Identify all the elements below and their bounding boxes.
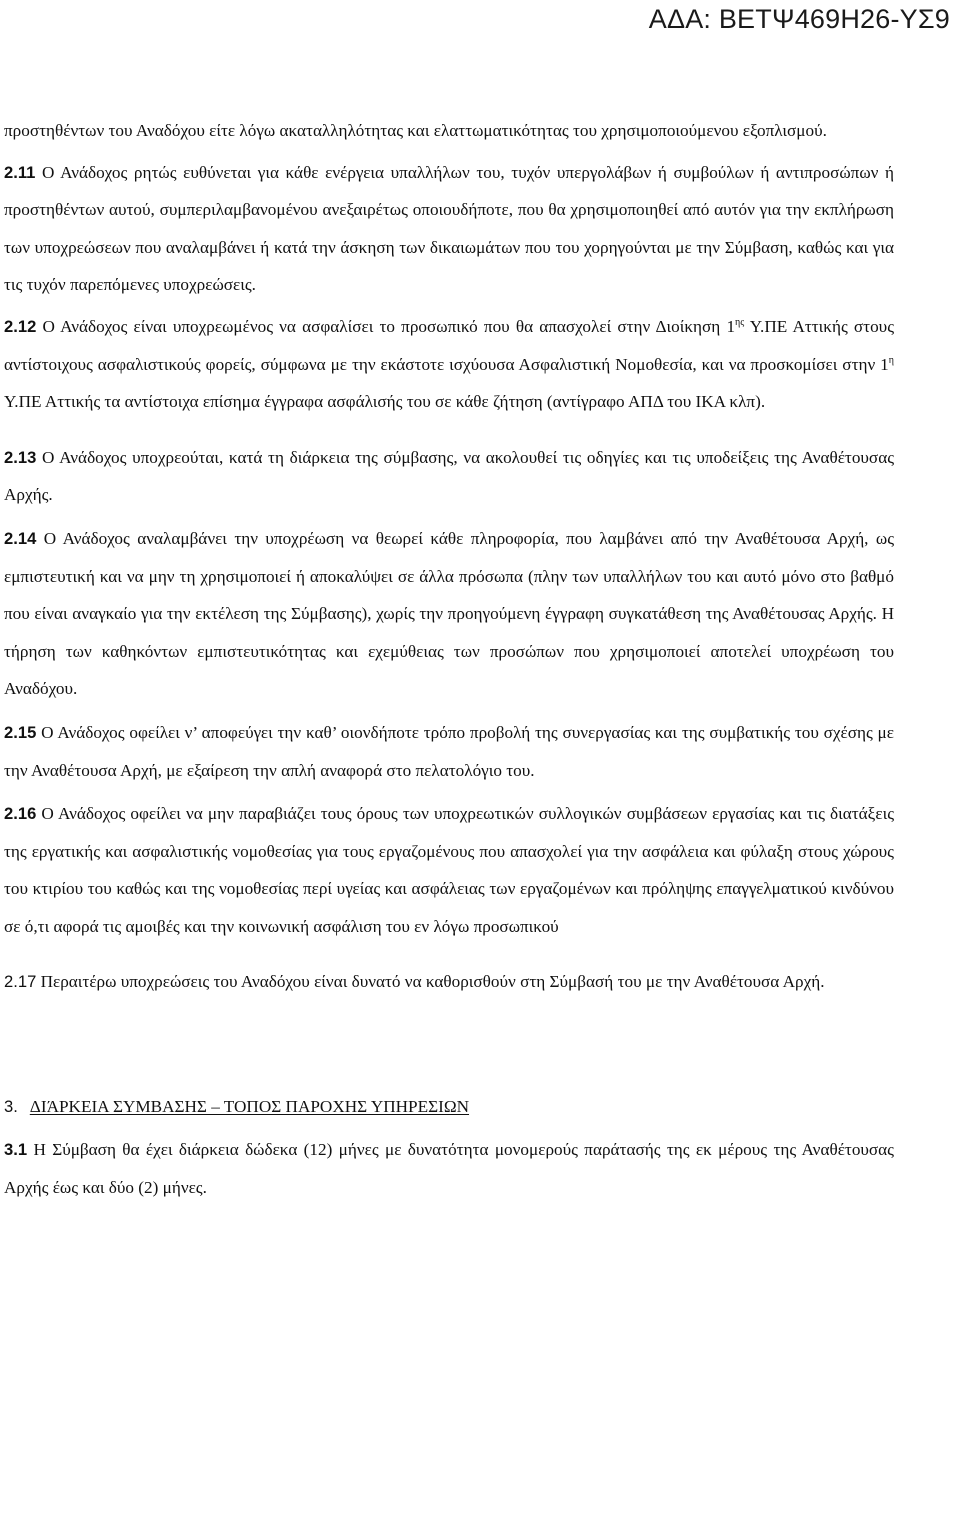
- paragraph-2-12: [4, 308, 894, 421]
- paragraph-text: Ο Ανάδοχος είναι υποχρεωμένος να ασφαλίσει το προσωπικό που θα απασχολεί στην Διοίκηση 1: [42, 316, 736, 336]
- paragraph-number: 2.17: [4, 972, 37, 992]
- paragraph-continuation: [4, 112, 894, 150]
- superscript: ης: [735, 316, 745, 328]
- paragraph-number: 3.1: [4, 1140, 28, 1160]
- section-title: ΔΙΆΡΚΕΙΑ ΣΥΜΒΑΣΗΣ – ΤΟΠΟΣ ΠΑΡΟΧΗΣ ΥΠΗΡΕΣΙΩΝ: [29, 1097, 470, 1117]
- superscript: η: [888, 354, 894, 366]
- paragraph-text: προστηθέντων του Αναδόχου είτε λόγω ακαταλληλότητας και ελαττωματικότητας του χρησιμοποιούμενου εξοπλισμού.: [4, 121, 827, 140]
- paragraph-text: Η Σύμβαση θα έχει διάρκεια δώδεκα (12) μήνες με δυνατότητα μονομερούς παράτασής της εκ μέρους της Αναθέτουσας Αρχής έως και δύο (2) μήνες.: [4, 1140, 894, 1197]
- paragraph-2-15: [4, 714, 894, 789]
- paragraph-number: 2.14: [4, 528, 37, 548]
- paragraph-2-16: [4, 795, 894, 945]
- paragraph-text: Ο Ανάδοχος αναλαμβάνει την υποχρέωση να θεωρεί κάθε πληροφορία, που λαμβάνει από την Αναθέτουσα Αρχή, ως εμπιστευτική και να μην τη χρησιμοποιεί ή αποκαλύψει σε άλλα πρόσωπα (πλην των υπαλλήλων του και αυτό μόνο στο βαθμό που είναι αναγκαίο για την εκτέλεση της Σύμβασης), χωρίς την προηγούμενη έγγραφη συγκατάθεση της Αναθέτουσας Αρχής. Η τήρηση των καθηκόντων εμπιστευτικότητας και εχεμύθειας των προσώπων που χρησιμοποιεί αποτελεί υποχρέωση του Αναδόχου.: [4, 528, 894, 699]
- paragraph-number: 2.16: [4, 804, 37, 824]
- paragraph-text: Υ.ΠΕ Αττικής τα αντίστοιχα επίσημα έγγραφα ασφάλισής του σε κάθε ζήτηση (αντίγραφο ΑΠΔ του ΙΚΑ κλπ).: [4, 392, 766, 412]
- paragraph-number: 2.12: [4, 316, 37, 336]
- paragraph-text: Περαιτέρω υποχρεώσεις του Αναδόχου είναι δυνατό να καθορισθούν στη Σύμβασή του με την Αναθέτουσα Αρχή.: [40, 972, 825, 992]
- paragraph-2-11: [4, 154, 894, 304]
- ada-code: ΑΔΑ: ΒΕΤΨ469Η26-ΥΣ9: [648, 4, 950, 34]
- paragraph-2-17: [4, 963, 894, 1001]
- section-3-heading: [4, 1089, 894, 1125]
- paragraph-2-14: [4, 520, 894, 708]
- paragraph-text: Υ.ΠΕ Αττικής στους αντίστοιχους ασφαλιστικούς φορείς, σύμφωνα με την εκάστοτε ισχύουσα Ασφαλιστική Νομοθεσία, και να προσκομίσει στην 1: [4, 316, 894, 374]
- paragraph-text: Ο Ανάδοχος υποχρεούται, κατά τη διάρκεια της σύμβασης, να ακολουθεί τις οδηγίες και τις υποδείξεις της Αναθέτουσας Αρχής.: [4, 447, 895, 505]
- paragraph-text: Ο Ανάδοχος ρητώς ευθύνεται για κάθε ενέργεια υπαλλήλων του, τυχόν υπεργολάβων ή συμβούλων ή αντιπροσώπων ή προστηθέντων αυτού, συμπεριλαμβανομένου ανεξαιρέτως οποιουδήποτε, που θα χρησιμοποιηθεί από αυτόν για την εκπλήρωση των υποχρεώσεων που αναλαμβάνει ή κατά την άσκηση των δικαιωμάτων που του χορηγούνται με την Σύμβαση, καθώς και για τις τυχόν παρεπόμενες υποχρεώσεις.: [4, 162, 894, 295]
- paragraph-2-13: [4, 439, 894, 514]
- paragraph-number: 2.15: [4, 722, 37, 742]
- paragraph-text: Ο Ανάδοχος οφείλει να μην παραβιάζει τους όρους των υποχρεωτικών συλλογικών συμβάσεων εργασίας και τις διατάξεις της εργατικής και ασφαλιστικής νομοθεσίας για τους εργαζομένους που απασχολεί για την ασφάλεια και φύλαξη στους χώρους του κτιρίου του καθώς και της νομοθεσίας περί υγείας και ασφάλειας των εργαζομένων και πρόληψης επαγγελματικού κινδύνου σε ό,τι αφορά τις αμοιβές και την κοινωνική ασφάλιση του εν λόγω προσωπικού: [4, 804, 894, 936]
- paragraph-text: Ο Ανάδοχος οφείλει ν’ αποφεύγει την καθ’ οιονδήποτε τρόπο προβολή της συνεργασίας και της συμβατικής του σχέσης με την Αναθέτουσα Αρχή, με εξαίρεση την απλή αναφορά στο πελατολόγιο του.: [4, 722, 894, 780]
- paragraph-3-1: [4, 1131, 894, 1206]
- document-body: [4, 112, 894, 1206]
- paragraph-number: 2.11: [4, 162, 36, 182]
- section-number: 3.: [4, 1097, 18, 1117]
- paragraph-number: 2.13: [4, 447, 37, 467]
